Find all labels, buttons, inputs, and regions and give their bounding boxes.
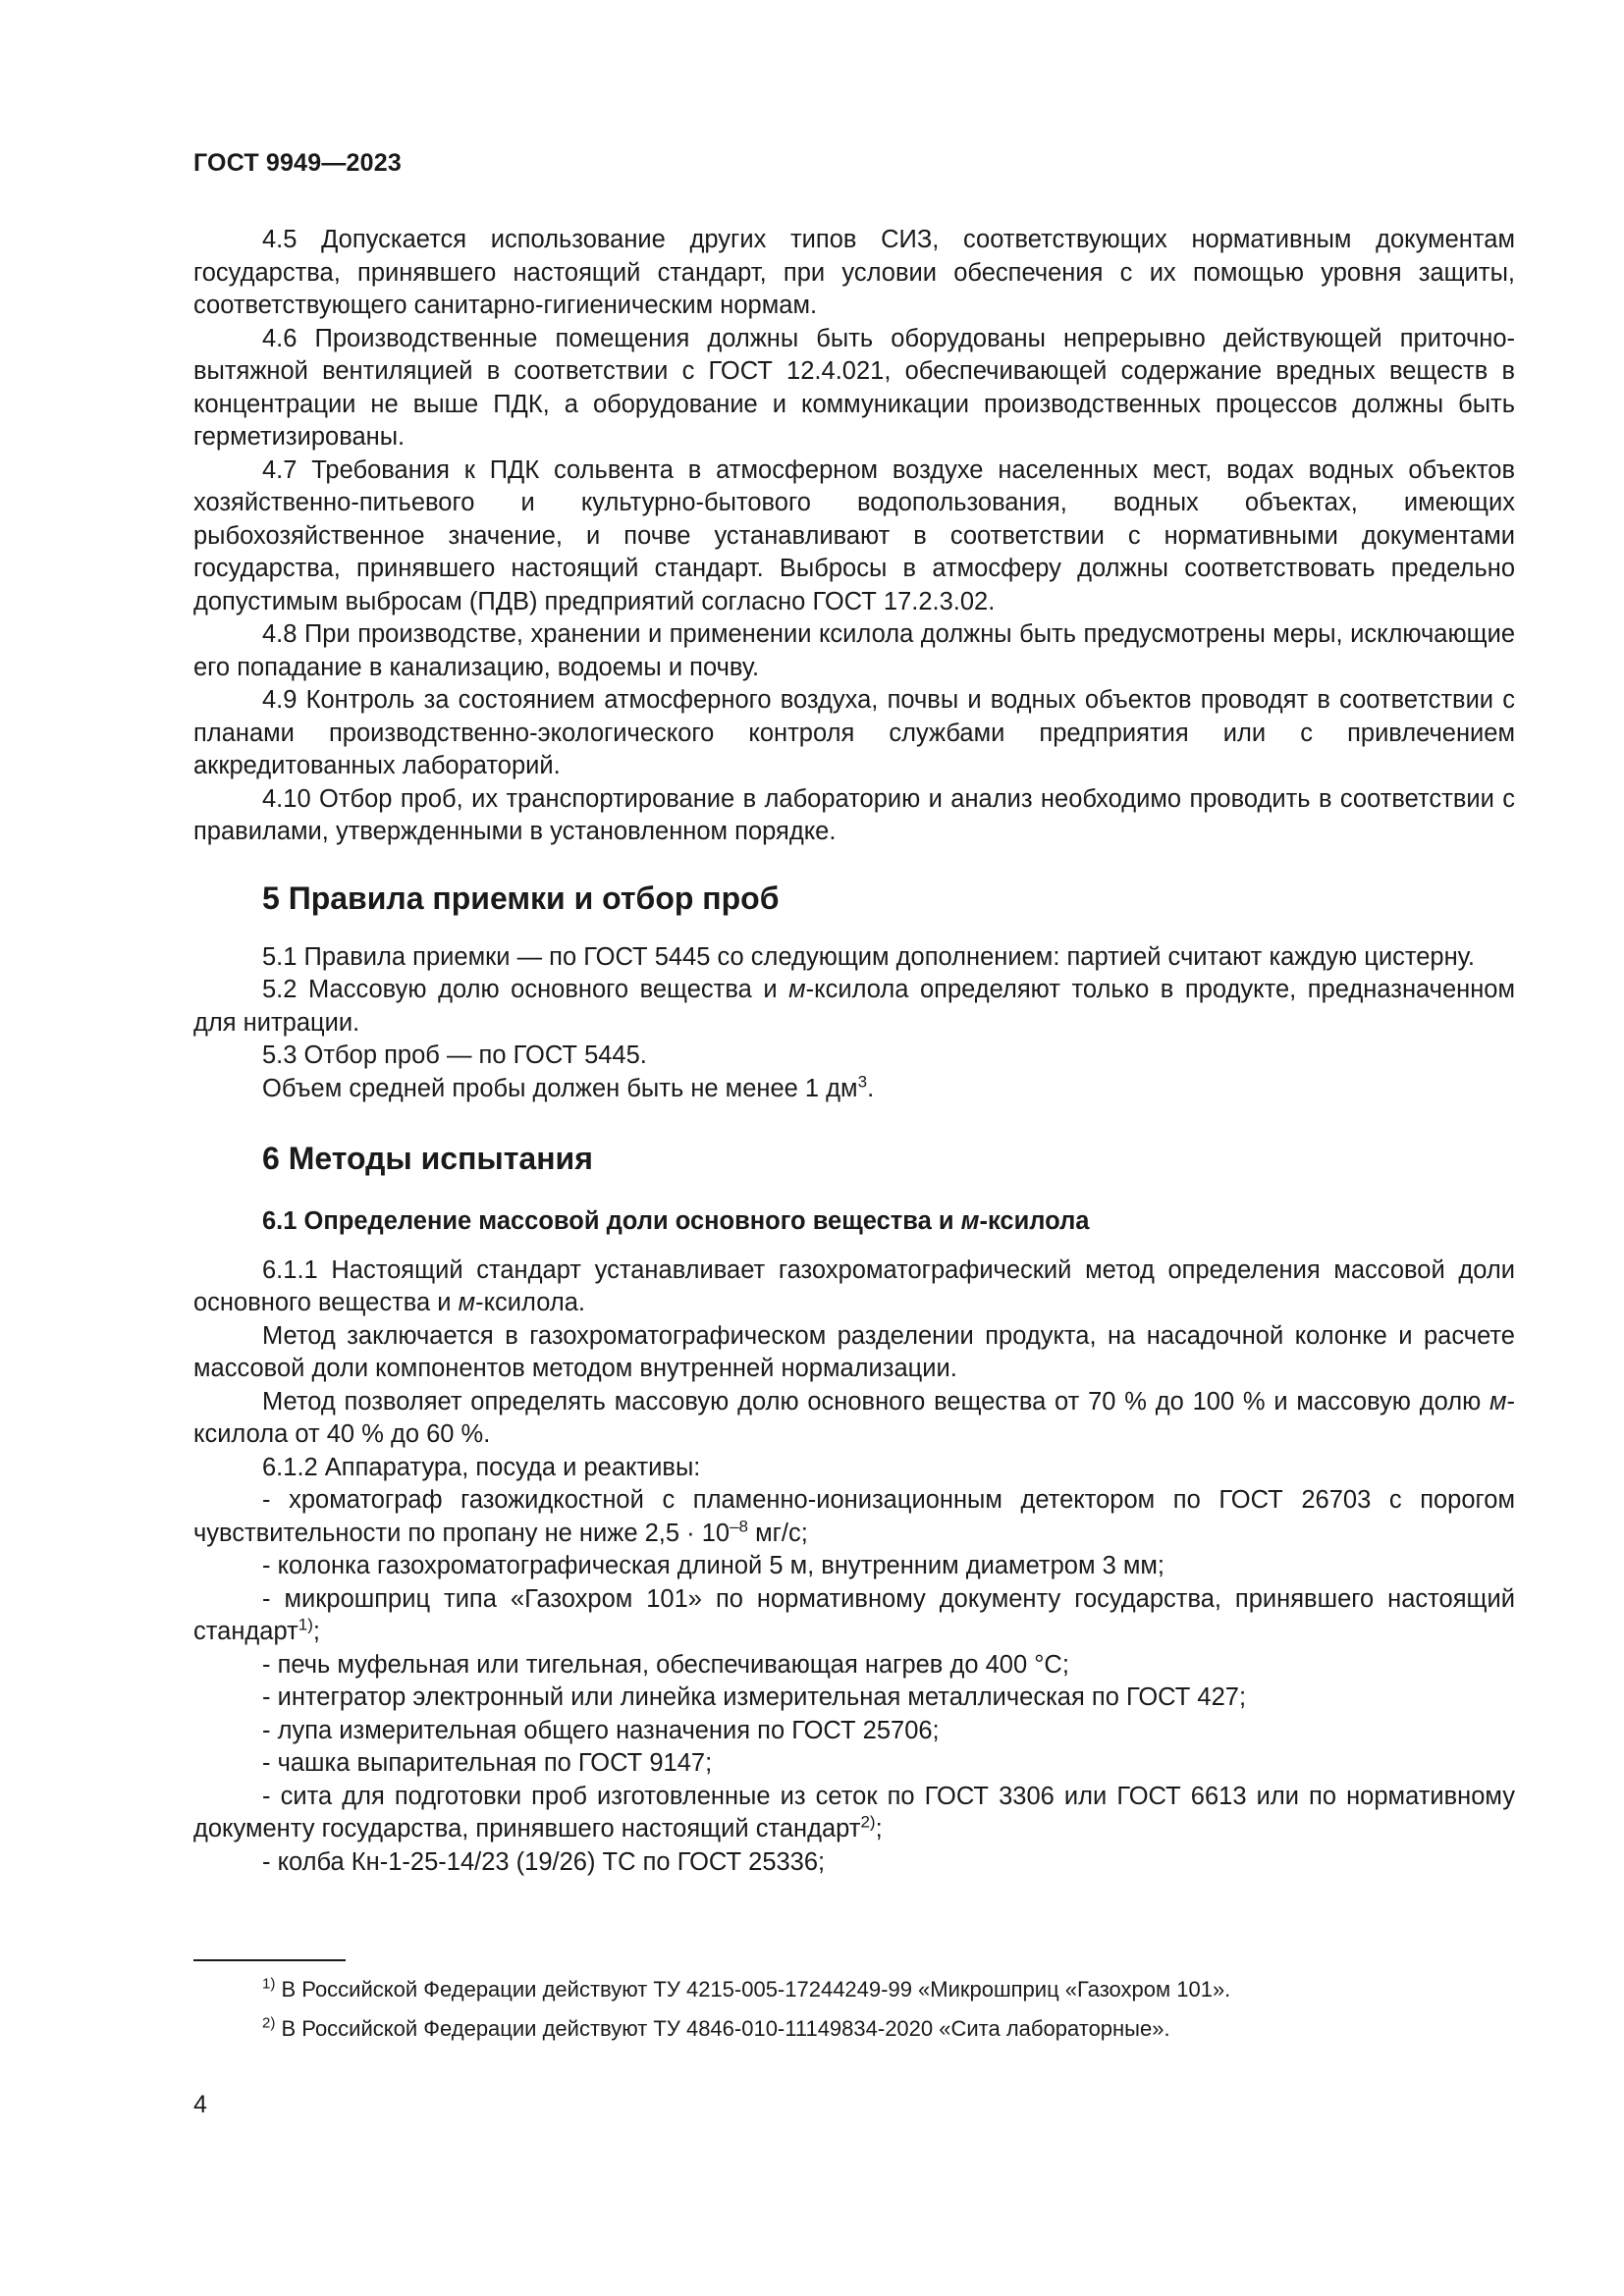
list-item: - хроматограф газожидкостной с пламенно-ионизационным детектором по ГОСТ 26703 с порогом чувствительности по пропану не ниже $2,5 \cdot 10^{-8}$ мг/с; — [193, 1486, 1515, 1547]
paragraph-method-description: Метод заключается в газохроматографическом разделении продукта, на насадочной колонке и расчете массовой доли компонентов методом внутренней нормализации. — [193, 1321, 1515, 1382]
paragraph-method-range: Метод позволяет определять массовую долю основного вещества от 70 % до 100 % и массовую долю м-ксилола от 40 % до 60 %. — [193, 1387, 1515, 1448]
paragraph-4-7: 4.7 Требования к ПДК сольвента в атмосферном воздухе населенных мест, водах водных объектов хозяйственно-питьевого и культурно-бытового водопользования, водных объектах, имеющих рыбохозяйственное значение, и почве устанавливают в соответствии с нормативными документами государства, принявшего настоящий стандарт. Выбросы в атмосферу должны соответствовать предельно допустимым выбросам (ПДВ) предприятий согласно ГОСТ 17.2.3.02. — [193, 455, 1515, 615]
list-item: - лупа измерительная общего назначения по ГОСТ 25706; — [262, 1716, 940, 1744]
paragraph-5-3-volume: Объем средней пробы должен быть не менее 1 $дм^3$. — [262, 1072, 875, 1102]
document-header: ГОСТ 9949—2023 — [193, 149, 402, 177]
paragraph-6-1-2: 6.1.2 Аппаратура, посуда и реактивы: — [262, 1453, 701, 1481]
paragraph-4-9: 4.9 Контроль за состоянием атмосферного воздуха, почвы и водных объектов проводят в соответствии с планами производственно-экологического контроля службами предприятия или с привлечением аккредитованных лабораторий. — [193, 686, 1515, 779]
paragraph-5-3: 5.3 Отбор проб — по ГОСТ 5445. — [262, 1041, 647, 1069]
paragraph-4-10: 4.10 Отбор проб, их транспортирование в лабораторию и анализ необходимо проводить в соответствии с правилами, утвержденными в установленном порядке. — [193, 784, 1515, 845]
section-6-title: 6 Методы испытания — [262, 1141, 593, 1176]
list-item: - чашка выпарительная по ГОСТ 9147; — [262, 1749, 713, 1777]
paragraph-4-6: 4.6 Производственные помещения должны быть оборудованы непрерывно действующей приточно-вытяжной вентиляцией в соответствии с ГОСТ 12.4.021, обеспечивающей содержание вредных веществ в концентрации не выше ПДК, а оборудование и коммуникации производственных процессов должны быть герметизированы. — [193, 324, 1515, 451]
paragraph-4-8: 4.8 При производстве, хранении и применении ксилола должны быть предусмотрены меры, исключающие его попадание в канализацию, водоемы и почву. — [193, 620, 1515, 681]
list-item: - колонка газохроматографическая длиной 5 м, внутренним диаметром 3 мм; — [262, 1552, 1164, 1579]
paragraph-5-1: 5.1 Правила приемки — по ГОСТ 5445 со следующим дополнением: партией считают каждую цистерну. — [262, 942, 1475, 971]
footnote-2: $^{2)}$ В Российской Федерации действуют ТУ 4846-010-11149834-2020 «Сита лабораторные». — [262, 2014, 1170, 2041]
document-body — [193, 224, 1515, 1879]
footnotes — [193, 1975, 1515, 2054]
subsection-6-1-title: 6.1 Определение массовой доли основного вещества и м-ксилола — [262, 1207, 1090, 1235]
paragraph-6-1-1: 6.1.1 Настоящий стандарт устанавливает газохроматографический метод определения массовой доли основного вещества и м-ксилола. — [193, 1255, 1515, 1316]
list-item: - интегратор электронный или линейка измерительная металлическая по ГОСТ 427; — [262, 1683, 1247, 1711]
list-item: - сита для подготовки проб изготовленные из сеток по ГОСТ 3306 или ГОСТ 6613 или по нормативному документу государства, принявшего настоящий стандарт$^{2)}$; — [193, 1782, 1515, 1842]
page-number: 4 — [193, 2091, 207, 2118]
footnote-1: $^{1)}$ В Российской Федерации действуют ТУ 4215-005-17244249-99 «Микрошприц «Газохром 101». — [262, 1975, 1231, 2002]
section-5-title: 5 Правила приемки и отбор проб — [262, 880, 780, 916]
list-item: - колба Кн-1-25-14/23 (19/26) ТС по ГОСТ 25336; — [262, 1847, 826, 1876]
list-item: - микрошприц типа «Газохром 101» по нормативному документу государства, принявшего настоящий стандарт$^{1)}$; — [193, 1584, 1515, 1645]
paragraph-5-2: 5.2 Массовую долю основного вещества и м-ксилола определяют только в продукте, предназначенном для нитрации. — [193, 976, 1515, 1037]
paragraph-4-5: 4.5 Допускается использование других типов СИЗ, соответствующих нормативным документам государства, принявшего настоящий стандарт, при условии обеспечения с их помощью уровня защиты, соответствующего санитарно-гигиеническим нормам. — [193, 226, 1515, 319]
list-item: - печь муфельная или тигельная, обеспечивающая нагрев до 400 °С; — [262, 1650, 1069, 1679]
footnote-divider — [193, 1959, 346, 1961]
